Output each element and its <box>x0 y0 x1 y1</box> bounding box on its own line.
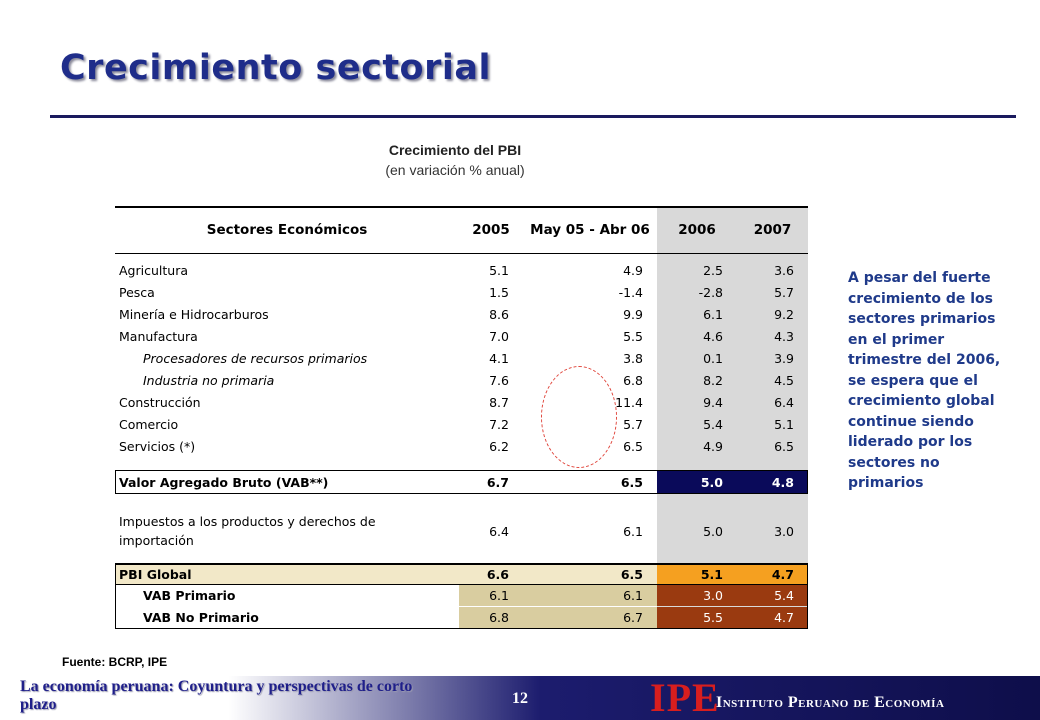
table-bottom-rule <box>115 628 808 629</box>
cell-may-abr: 5.5 <box>623 328 643 344</box>
cell-2006: 4.6 <box>703 328 723 344</box>
source-note: Fuente: BCRP, IPE <box>62 655 168 669</box>
table-row-agricultura <box>115 259 808 281</box>
row-label: Agricultura <box>119 262 188 278</box>
page-number: 12 <box>512 690 528 707</box>
cell-2007: 4.8 <box>771 474 794 490</box>
ipe-logo: IPE <box>650 675 720 720</box>
table-top-rule <box>115 206 808 208</box>
header-may05-abr06: May 05 - Abr 06 <box>530 222 650 238</box>
cell-2005: 7.2 <box>489 416 509 432</box>
cell-2005: 8.7 <box>489 394 509 410</box>
cell-2005: 6.1 <box>489 588 509 603</box>
table-row-impuestos <box>115 509 808 553</box>
row-label: Servicios (*) <box>119 438 196 454</box>
header-2006: 2006 <box>678 222 716 238</box>
cell-2007: 4.3 <box>774 328 794 344</box>
cell-may-abr: 6.1 <box>623 588 643 603</box>
row-label: Construcción <box>119 394 201 410</box>
table-row-vab-primario <box>115 585 808 606</box>
cell-2006: 4.9 <box>703 438 723 454</box>
row-label: Pesca <box>119 284 155 300</box>
cell-may-abr: 3.8 <box>623 350 643 366</box>
table-row-vab-no-primario <box>115 607 808 628</box>
vab-right-border <box>807 470 808 494</box>
cell-2007: 6.5 <box>774 438 794 454</box>
cell-2005: 7.0 <box>489 328 509 344</box>
vab-bottom-rule <box>115 493 808 494</box>
title-divider <box>50 115 1016 118</box>
commentary-text: A pesar del fuerte crecimiento de los sectores primarios en el primer trimestre del 2006, se espera que el crecimiento global continue siendo liderado por los sectores no primarios <box>848 270 1001 491</box>
cell-may-abr: 11.4 <box>615 394 643 410</box>
header-2005: 2005 <box>472 222 510 238</box>
table-row-vab <box>115 471 808 493</box>
cell-2007: 4.7 <box>771 566 794 582</box>
cell-2006: 5.0 <box>703 523 723 539</box>
table-row-procesadores <box>115 347 808 369</box>
table-title: Crecimiento del PBI <box>388 142 522 158</box>
cell-2005: 5.1 <box>489 262 509 278</box>
cell-2007: 4.5 <box>774 372 794 388</box>
cell-2007: 3.0 <box>774 523 794 539</box>
table-row-pesca <box>115 281 808 303</box>
cell-2006: 5.1 <box>700 566 723 582</box>
cell-may-abr: -1.4 <box>618 284 643 300</box>
row-label: Minería e Hidrocarburos <box>119 306 269 322</box>
highlight-circle <box>541 366 617 468</box>
cell-2006: 3.0 <box>703 588 723 603</box>
row-label: Comercio <box>119 416 179 432</box>
table-row-manufactura <box>115 325 808 347</box>
cell-2007: 3.6 <box>774 262 794 278</box>
cell-2005: 6.2 <box>489 438 509 454</box>
cell-may-abr: 5.7 <box>623 416 643 432</box>
row-label: Industria no primaria <box>143 372 275 388</box>
pbi-top-rule <box>115 563 808 565</box>
table-row-pbi-global <box>115 564 808 584</box>
table-row-comercio <box>115 413 808 435</box>
cell-2005: 7.6 <box>489 372 509 388</box>
cell-2005: 6.8 <box>489 610 509 625</box>
cell-2005: 6.6 <box>486 566 509 582</box>
cell-2007: 3.9 <box>774 350 794 366</box>
cell-may-abr: 6.5 <box>620 474 643 490</box>
footer-presentation-title: La economía peruana: Coyuntura y perspectivas de corto plazo <box>20 678 413 713</box>
cell-2006: 5.5 <box>703 610 723 625</box>
cell-2006: 2.5 <box>703 262 723 278</box>
cell-2005: 8.6 <box>489 306 509 322</box>
cell-2007: 9.2 <box>774 306 794 322</box>
table-header-row <box>115 210 808 250</box>
cell-2007: 5.1 <box>774 416 794 432</box>
cell-2007: 4.7 <box>774 610 794 625</box>
cell-may-abr: 6.8 <box>623 372 643 388</box>
table-row-mineria <box>115 303 808 325</box>
bottom-block-right-border <box>807 563 808 628</box>
vab-top-rule <box>115 470 808 471</box>
cell-may-abr: 9.9 <box>623 306 643 322</box>
cell-may-abr: 4.9 <box>623 262 643 278</box>
row-label: VAB Primario <box>143 588 236 603</box>
cell-2006: 0.1 <box>703 350 723 366</box>
cell-2005: 6.4 <box>489 523 509 539</box>
cell-2005: 4.1 <box>489 350 509 366</box>
bottom-block-left-border <box>115 563 116 628</box>
pbi-bottom-rule <box>115 584 808 585</box>
cell-2007: 6.4 <box>774 394 794 410</box>
cell-2007: 5.4 <box>774 588 794 603</box>
cell-2005: 6.7 <box>486 474 509 490</box>
row-label: Impuestos a los productos y derechos de importación <box>119 514 376 548</box>
header-2007: 2007 <box>753 222 792 238</box>
header-bottom-rule <box>115 253 808 254</box>
slide-title: Crecimiento sectorial <box>60 48 491 88</box>
vab-left-border <box>115 470 116 494</box>
row-label: Procesadores de recursos primarios <box>143 350 368 366</box>
table-row-servicios <box>115 435 808 457</box>
cell-may-abr: 6.1 <box>623 523 643 539</box>
table-row-construccion <box>115 391 808 413</box>
table-row-industria-no-primaria <box>115 369 808 391</box>
cell-2006: 6.1 <box>703 306 723 322</box>
cell-2006: 9.4 <box>703 394 723 410</box>
cell-2006: 5.0 <box>700 474 723 490</box>
cell-2006: -2.8 <box>698 284 723 300</box>
row-label: Manufactura <box>119 328 198 344</box>
institute-name: Instituto Peruano de Economía <box>716 694 945 711</box>
row-label: VAB No Primario <box>143 610 259 625</box>
cell-2006: 5.4 <box>703 416 723 432</box>
header-sectores: Sectores Económicos <box>206 221 368 238</box>
row-label: PBI Global <box>119 566 192 582</box>
table-subtitle: (en variación % anual) <box>385 162 525 178</box>
cell-may-abr: 6.5 <box>623 438 643 454</box>
row-label: Valor Agregado Bruto (VAB**) <box>119 474 329 490</box>
cell-2007: 5.7 <box>774 284 794 300</box>
cell-may-abr: 6.7 <box>623 610 643 625</box>
cell-2006: 8.2 <box>703 372 723 388</box>
cell-may-abr: 6.5 <box>620 566 643 582</box>
cell-2005: 1.5 <box>489 284 509 300</box>
